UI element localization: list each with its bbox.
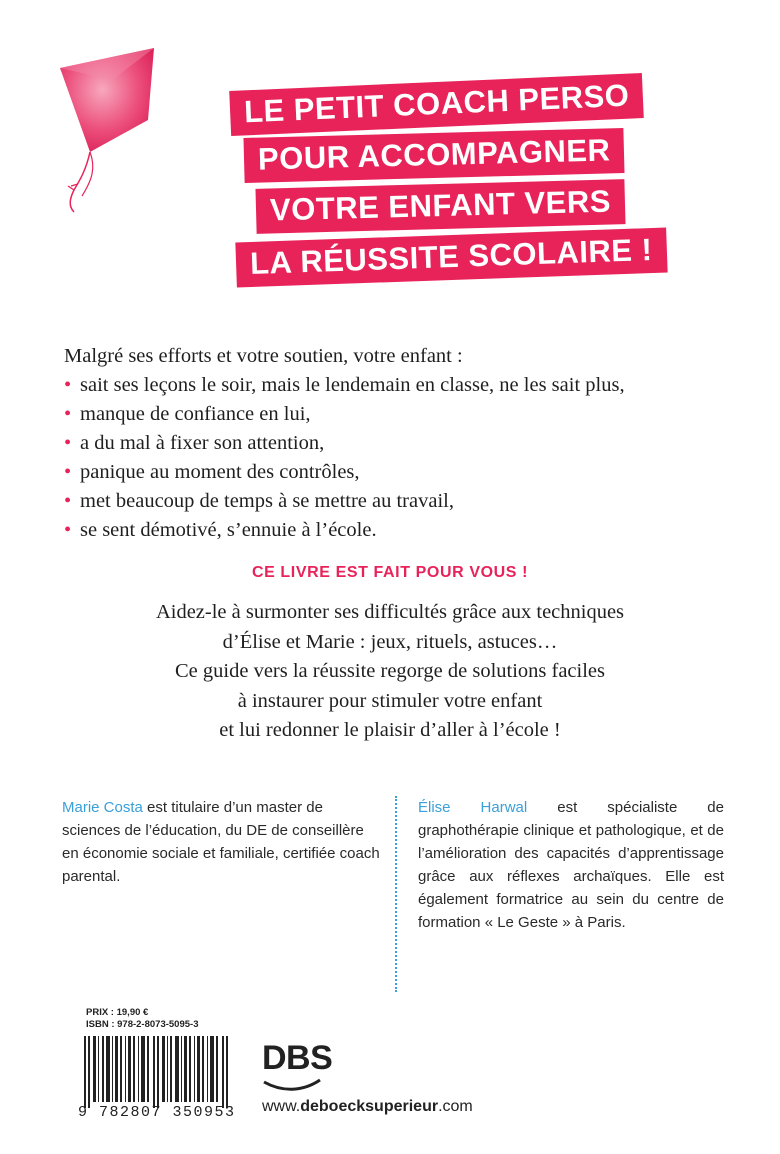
dotted-divider [395,796,397,992]
website-prefix: www. [262,1098,301,1115]
intro-lead: Malgré ses efforts et votre soutien, votre enfant : [64,345,463,367]
list-item-text: panique au moment des contrôles, [80,461,360,483]
headline-banner [222,77,654,286]
cta-heading: CE LIVRE EST FAIT POUR VOUS ! [251,564,529,581]
headline-line: POUR ACCOMPAGNER [243,128,625,183]
kite-illustration [52,40,202,220]
price-block [86,1007,198,1031]
bullet-icon: • [64,490,72,512]
website-suffix: .com [438,1098,473,1115]
bullet-icon: • [64,403,72,425]
bullet-icon: • [64,374,72,396]
list-item [64,516,625,545]
author-name: Marie Costa [62,799,143,816]
author-bio-elise [418,796,724,934]
headline-line: VOTRE ENFANT VERS [255,179,625,234]
barcode-number: 9 782807 350953 [78,1104,236,1121]
publisher-swoosh-icon [262,1078,322,1092]
author-bio-text: est titulaire d’un master de sciences de l’éducation, du DE de conseillère en économie sociale et familiale, certifiée coach parental. [62,799,380,885]
list-item [64,487,625,516]
website-link[interactable] [262,1098,473,1116]
bullet-icon: • [64,519,72,541]
list-item-text: a du mal à fixer son attention, [80,432,325,454]
author-name: Élise Harwal [418,799,528,816]
list-item [64,400,625,429]
isbn-label: ISBN : 978-2-8073-5095-3 [86,1019,199,1030]
author-bio-marie [62,796,382,888]
list-item [64,371,625,400]
headline-line: LA RÉUSSITE SCOLAIRE ! [235,228,667,288]
list-item-text: manque de confiance en lui, [80,403,311,425]
pitch-line: à instaurer pour stimuler votre enfant [237,689,543,712]
list-item-text: se sent démotivé, s’ennuie à l’école. [80,519,377,541]
bullet-icon: • [64,461,72,483]
publisher-logo: DBS [262,1039,333,1077]
list-item-text: sait ses leçons le soir, mais le lendemain en classe, ne les sait plus, [80,374,625,396]
author-bio-text: est spécialiste de graphothérapie clinique et pathologique, et de l’amélioration des capacités d’apprentissage grâce aux réflexes archaïques. Elle est également formatrice au sein du centre de formation « Le Geste » à Paris. [418,799,724,931]
bullet-icon: • [64,432,72,454]
pitch-line: d’Élise et Marie : jeux, rituels, astuces… [222,630,558,653]
intro-section [64,342,625,545]
pitch-line: et lui redonner le plaisir d’aller à l’école ! [219,719,561,741]
symptom-list [64,371,625,545]
pitch-line: Ce guide vers la réussite regorge de solutions faciles [175,660,605,682]
price-label: PRIX : 19,90 € [86,1007,149,1018]
barcode-icon [84,1036,228,1108]
list-item [64,429,625,458]
list-item-text: met beaucoup de temps à se mettre au travail, [80,490,454,512]
list-item [64,458,625,487]
pitch-line: Aidez-le à surmonter ses difficultés grâce aux techniques [155,601,625,623]
website-brand: deboecksuperieur [300,1098,439,1115]
pitch-paragraph [0,598,780,746]
headline-line: LE PETIT COACH PERSO [229,73,644,136]
